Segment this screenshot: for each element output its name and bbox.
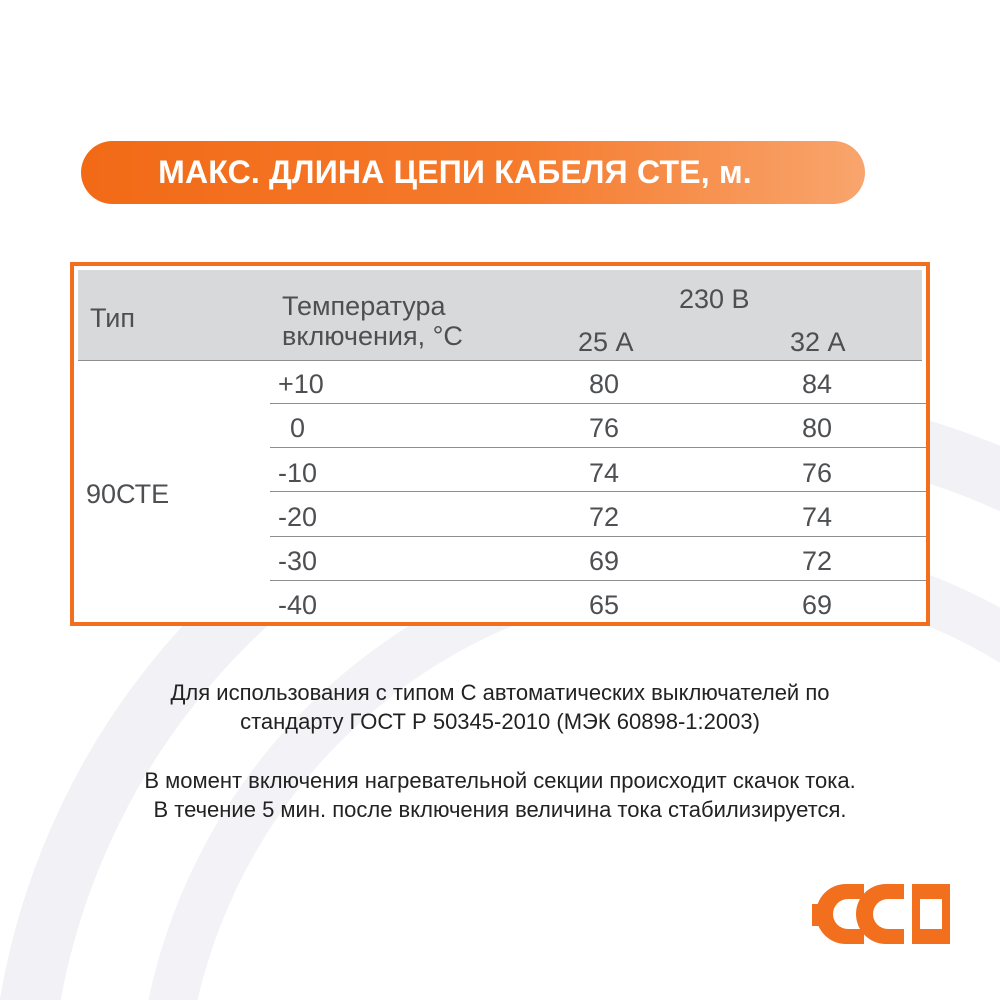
row-1-value-32: 84: [802, 369, 833, 399]
row-5-value-25: 69: [589, 546, 620, 576]
header-temperature-line1: Температура: [282, 291, 446, 321]
row-divider: [270, 447, 926, 448]
row-3-value-25: 74: [589, 458, 620, 488]
row-divider: [270, 403, 926, 404]
row-6-value-32: 69: [802, 590, 833, 620]
row-2-value-25: 76: [589, 413, 620, 443]
row-divider: [270, 536, 926, 537]
header-type: Тип: [90, 303, 136, 333]
row-2-temp: 0: [290, 413, 306, 443]
header-current-25: 25 А: [578, 327, 634, 357]
row-2-value-32: 80: [802, 413, 833, 443]
row-divider: [270, 580, 926, 581]
banner-title: МАКС. ДЛИНА ЦЕПИ КАБЕЛЯ СТЕ, м.: [158, 154, 752, 190]
table-header: [78, 270, 922, 361]
breaker-note-line2: стандарту ГОСТ Р 50345-2010 (МЭК 60898-1:2003): [240, 709, 760, 734]
header-temperature-line2: включения, °С: [282, 321, 463, 351]
row-3-temp: -10: [278, 458, 318, 488]
current-note-line2: В течение 5 мин. после включения величина тока стабилизируется.: [153, 797, 847, 822]
header-temperature: [282, 291, 463, 351]
row-divider: [270, 491, 926, 492]
row-6-temp: -40: [278, 590, 318, 620]
row-4-value-25: 72: [589, 502, 620, 532]
header-voltage: 230 В: [679, 284, 750, 314]
row-1-temp: +10: [278, 369, 324, 399]
type-cell: 90СТЕ: [86, 479, 170, 509]
row-5-value-32: 72: [802, 546, 833, 576]
row-4-temp: -20: [278, 502, 318, 532]
row-5-temp: -30: [278, 546, 318, 576]
header-current-32: 32 А: [790, 327, 846, 357]
row-4-value-32: 74: [802, 502, 833, 532]
cable-length-table: [70, 262, 930, 626]
row-6-value-25: 65: [589, 590, 620, 620]
current-note: [40, 766, 960, 824]
row-3-value-32: 76: [802, 458, 833, 488]
title-banner: [81, 141, 865, 204]
row-1-value-25: 80: [589, 369, 620, 399]
breaker-note: [40, 678, 960, 736]
breaker-note-line1: Для использования с типом С автоматических выключателей по: [170, 680, 830, 705]
current-note-line1: В момент включения нагревательной секции происходит скачок тока.: [144, 768, 856, 793]
ssi-logo-icon: [812, 878, 952, 950]
